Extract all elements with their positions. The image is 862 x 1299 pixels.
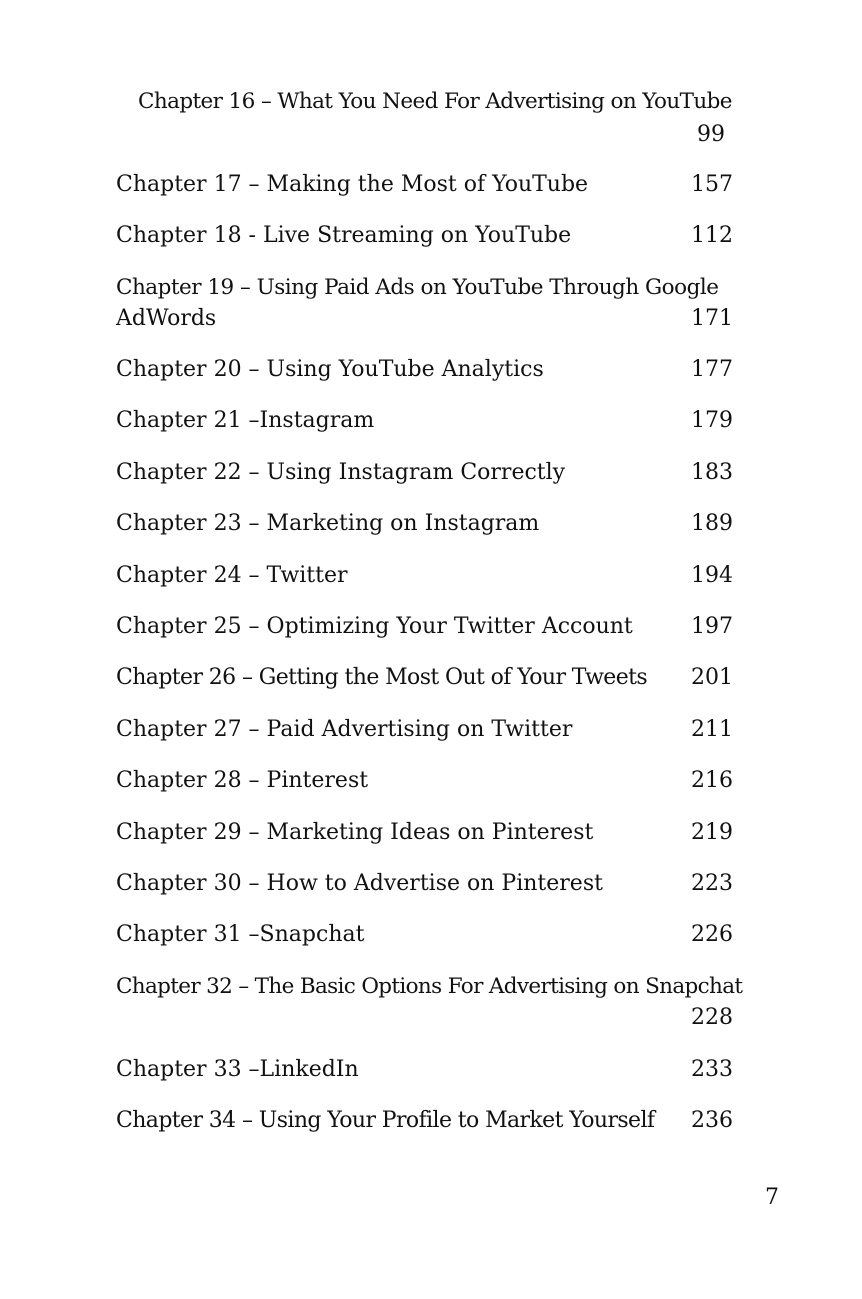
toc-entry-page: 228 bbox=[691, 1005, 733, 1030]
toc-entry-title: Chapter 17 – Making the Most of YouTube bbox=[116, 172, 589, 197]
toc-entry-page: 211 bbox=[691, 717, 733, 742]
toc-entry-title: Chapter 16 – What You Need For Advertising on YouTube bbox=[138, 89, 732, 114]
toc-entry-chapter-19 bbox=[0, 272, 862, 334]
toc-entry-chapter-30 bbox=[0, 868, 862, 899]
toc-entry-chapter-27 bbox=[0, 714, 862, 745]
toc-entry-page: 183 bbox=[691, 460, 733, 485]
toc-entry-title: Chapter 28 – Pinterest bbox=[116, 768, 369, 793]
toc-entry-page: 197 bbox=[691, 614, 733, 639]
toc-entry-chapter-18 bbox=[0, 220, 862, 251]
toc-entry-title-line-2: AdWords bbox=[116, 306, 217, 331]
toc-entry-title: Chapter 30 – How to Advertise on Pinterest bbox=[116, 871, 603, 896]
toc-entry-page: 194 bbox=[691, 563, 733, 588]
toc-entry-chapter-34 bbox=[0, 1105, 862, 1136]
toc-entry-chapter-17 bbox=[0, 169, 862, 200]
toc-entry-page: 219 bbox=[691, 820, 733, 845]
toc-entry-chapter-28 bbox=[0, 765, 862, 796]
toc-entry-title: Chapter 27 – Paid Advertising on Twitter bbox=[116, 717, 573, 742]
toc-entry-chapter-21 bbox=[0, 405, 862, 436]
toc-entry-chapter-20 bbox=[0, 354, 862, 385]
toc-entry-title: Chapter 23 – Marketing on Instagram bbox=[116, 511, 540, 536]
toc-entry-page: 112 bbox=[691, 223, 733, 248]
toc-entry-chapter-29 bbox=[0, 817, 862, 848]
toc-entry-title: Chapter 21 –Instagram bbox=[116, 408, 375, 433]
toc-entry-chapter-26 bbox=[0, 662, 862, 693]
toc-entry-chapter-16 bbox=[0, 86, 862, 150]
toc-entry-page: 171 bbox=[691, 306, 733, 331]
toc-entry-chapter-31 bbox=[0, 919, 862, 950]
toc-entry-page: 223 bbox=[691, 871, 733, 896]
toc-entry-title: Chapter 25 – Optimizing Your Twitter Account bbox=[116, 614, 633, 639]
toc-entry-page: 226 bbox=[691, 922, 733, 947]
toc-entry-page: 177 bbox=[691, 357, 733, 382]
page-number: 7 bbox=[765, 1185, 779, 1210]
toc-entry-chapter-32 bbox=[0, 971, 862, 1033]
toc-entry-title: Chapter 24 – Twitter bbox=[116, 563, 348, 588]
toc-entry-title: Chapter 29 – Marketing Ideas on Pinterest bbox=[116, 820, 594, 845]
toc-entry-title-line-1: Chapter 19 – Using Paid Ads on YouTube Through Google bbox=[116, 275, 719, 300]
toc-entry-page: 201 bbox=[691, 665, 733, 690]
toc-entry-page: 157 bbox=[691, 172, 733, 197]
toc-entry-page: 216 bbox=[691, 768, 733, 793]
toc-entry-title: Chapter 20 – Using YouTube Analytics bbox=[116, 357, 544, 382]
toc-entry-page: 189 bbox=[691, 511, 733, 536]
toc-entry-page: 99 bbox=[697, 122, 725, 147]
toc-entry-chapter-22 bbox=[0, 457, 862, 488]
toc-entry-title: Chapter 22 – Using Instagram Correctly bbox=[116, 460, 566, 485]
toc-entry-page: 233 bbox=[691, 1057, 733, 1082]
toc-entry-chapter-25 bbox=[0, 611, 862, 642]
toc-entry-page: 236 bbox=[691, 1108, 733, 1133]
toc-entry-chapter-24 bbox=[0, 560, 862, 591]
toc-entry-title: Chapter 26 – Getting the Most Out of Your Tweets bbox=[116, 665, 648, 690]
toc-entry-title: Chapter 31 –Snapchat bbox=[116, 922, 365, 947]
toc-entry-title: Chapter 32 – The Basic Options For Advertising on Snapchat bbox=[116, 974, 743, 999]
toc-entry-chapter-23 bbox=[0, 508, 862, 539]
toc-entry-page: 179 bbox=[691, 408, 733, 433]
toc-entry-title: Chapter 33 –LinkedIn bbox=[116, 1057, 359, 1082]
toc-entry-title: Chapter 18 - Live Streaming on YouTube bbox=[116, 223, 572, 248]
toc-entry-chapter-33 bbox=[0, 1054, 862, 1085]
toc-entry-title: Chapter 34 – Using Your Profile to Market Yourself bbox=[116, 1108, 655, 1133]
